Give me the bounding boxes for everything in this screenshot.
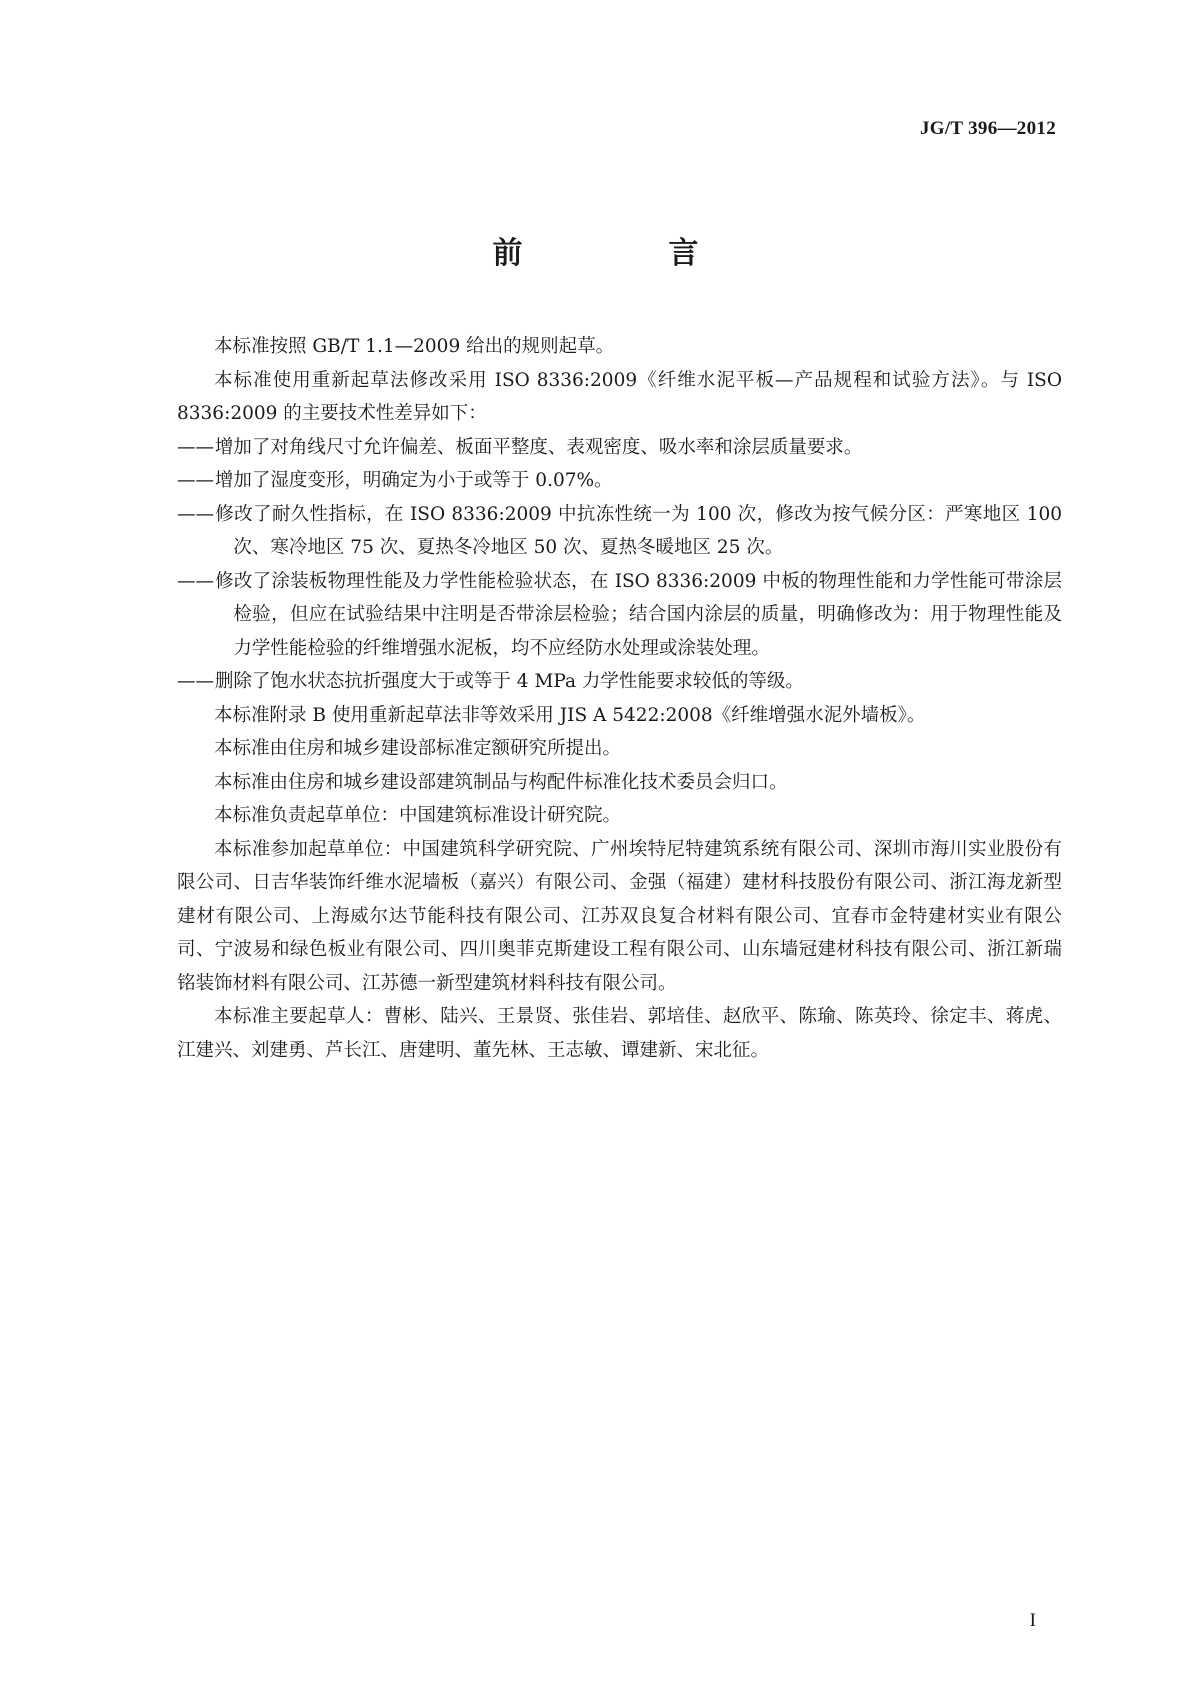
list-item-text: 修改了涂装板物理性能及力学性能检验状态，在 ISO 8336:2009 中板的物理性能和力学性能可带涂层检验，但应在试验结果中注明是否带涂层检验；结合国内涂层的质量，明确修改为：用于物理性能及力学性能检验的纤维增强水泥板，均不应经防水处理或涂装处理。 — [214, 570, 1062, 659]
list-item — [177, 665, 1062, 699]
paragraph-drafting-rules: 本标准按照 GB/T 1.1—2009 给出的规则起草。 — [214, 336, 615, 357]
paragraph-participating-drafters: 本标准参加起草单位：中国建筑科学研究院、广州埃特尼特建筑系统有限公司、深圳市海川实业股份有限公司、日吉华装饰纤维水泥墙板（嘉兴）有限公司、金强（福建）建材科技股份有限公司、浙江海龙新型建材有限公司、上海威尔达节能科技有限公司、江苏双良复合材料有限公司、宜春市金特建材实业有限公司、宁波易和绿色板业有限公司、四川奥菲克斯建设工程有限公司、山东墙冠建材科技有限公司、浙江新瑞铭装饰材料有限公司、江苏德一新型建筑材料科技有限公司。 — [177, 838, 1062, 994]
foreword-body — [177, 330, 1062, 1067]
list-item — [177, 565, 1062, 666]
dash-marker: —— — [177, 570, 214, 592]
page-title: 前 言 — [492, 236, 757, 271]
paragraph-lead-drafter: 本标准负责起草单位：中国建筑标准设计研究院。 — [214, 805, 622, 826]
paragraph-committee: 本标准由住房和城乡建设部建筑制品与构配件标准化技术委员会归口。 — [214, 771, 788, 793]
dash-marker: —— — [177, 436, 214, 458]
list-item — [177, 431, 1062, 465]
paragraph-adoption-method: 本标准使用重新起草法修改采用 ISO 8336:2009《纤维水泥平板—产品规程和试验方法》。与 ISO 8336:2009 的主要技术性差异如下： — [177, 369, 1062, 424]
standard-code: JG/T 396—2012 — [919, 118, 1056, 139]
dash-marker: —— — [177, 671, 214, 692]
list-item — [177, 498, 1062, 565]
list-item-text: 增加了湿度变形，明确定为小于或等于 0.07%。 — [214, 470, 613, 491]
list-item — [177, 464, 1062, 498]
paragraph-proposer: 本标准由住房和城乡建设部标准定额研究所提出。 — [214, 738, 622, 759]
dash-marker: —— — [177, 470, 214, 491]
list-item-text: 修改了耐久性指标，在 ISO 8336:2009 中抗冻性统一为 100 次，修改为按气候分区：严寒地区 100 次、寒冷地区 75 次、夏热冬冷地区 50 次、夏热冬暖地区 25 次。 — [214, 503, 1062, 558]
list-item-text: 增加了对角线尺寸允许偏差、板面平整度、表观密度、吸水率和涂层质量要求。 — [214, 436, 863, 458]
paragraph-main-drafters: 本标准主要起草人：曹彬、陆兴、王景贤、张佳岩、郭培佳、赵欣平、陈瑜、陈英玲、徐定丰、蒋虎、江建兴、刘建勇、芦长江、唐建明、董先林、王志敏、谭建新、宋北征。 — [177, 1006, 1062, 1061]
dash-marker: —— — [177, 503, 214, 525]
page-number: I — [1029, 1610, 1036, 1631]
list-item-text: 删除了饱水状态抗折强度大于或等于 4 MPa 力学性能要求较低的等级。 — [214, 671, 804, 692]
paragraph-appendix-b: 本标准附录 B 使用重新起草法非等效采用 JIS A 5422:2008《纤维增强水泥外墙板》。 — [214, 704, 926, 726]
